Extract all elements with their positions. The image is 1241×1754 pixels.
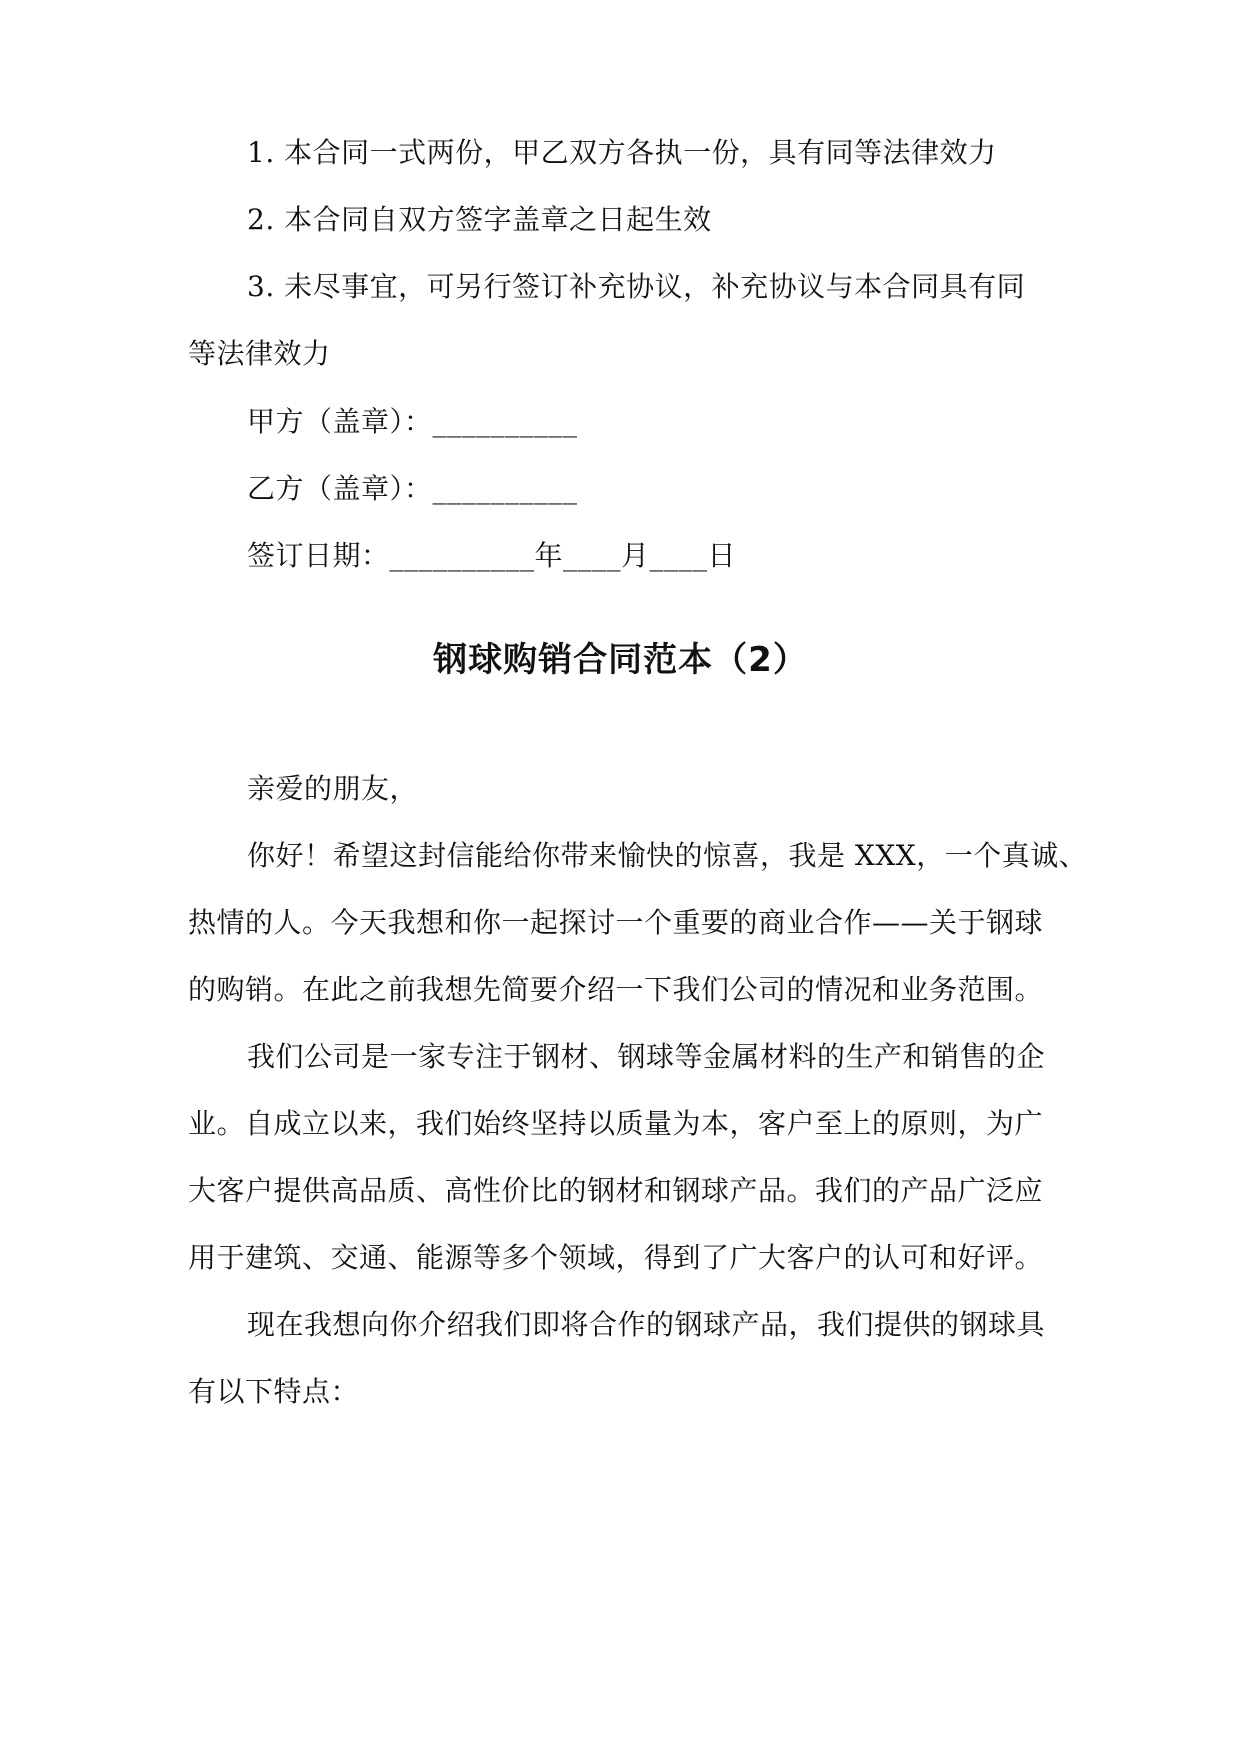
clause-3: 3. 未尽事宜，可另行签订补充协议，补充协议与本合同具有同 bbox=[247, 270, 1026, 303]
party-a-signature: 甲方（盖章）：__________ bbox=[247, 405, 578, 438]
letter-paragraph-3-line-2: 有以下特点： bbox=[188, 1375, 360, 1408]
section-title: 钢球购销合同范本（2） bbox=[433, 640, 808, 680]
letter-paragraph-2-line-1: 我们公司是一家专注于钢材、钢球等金属材料的生产和销售的企 bbox=[247, 1040, 1046, 1073]
clause-3-continued: 等法律效力 bbox=[188, 337, 331, 370]
letter-paragraph-1-line-2: 热情的人。今天我想和你一起探讨一个重要的商业合作——关于钢球 bbox=[188, 906, 1044, 939]
letter-paragraph-1-line-1: 你好！希望这封信能给你带来愉快的惊喜，我是 XXX，一个真诚、 bbox=[247, 839, 1088, 872]
letter-paragraph-2-line-4: 用于建筑、交通、能源等多个领域，得到了广大客户的认可和好评。 bbox=[188, 1241, 1044, 1274]
party-b-signature: 乙方（盖章）：__________ bbox=[247, 472, 578, 505]
clause-1: 1. 本合同一式两份，甲乙双方各执一份，具有同等法律效力 bbox=[247, 136, 997, 169]
letter-paragraph-2-line-3: 大客户提供高品质、高性价比的钢材和钢球产品。我们的产品广泛应 bbox=[188, 1174, 1044, 1207]
letter-greeting: 亲爱的朋友， bbox=[247, 772, 419, 805]
letter-paragraph-2-line-2: 业。自成立以来，我们始终坚持以质量为本，客户至上的原则，为广 bbox=[188, 1107, 1044, 1140]
clause-2: 2. 本合同自双方签字盖章之日起生效 bbox=[247, 203, 712, 236]
letter-paragraph-3-line-1: 现在我想向你介绍我们即将合作的钢球产品，我们提供的钢球具 bbox=[247, 1308, 1046, 1341]
signing-date: 签订日期：__________年____月____日 bbox=[247, 539, 737, 572]
letter-paragraph-1-line-3: 的购销。在此之前我想先简要介绍一下我们公司的情况和业务范围。 bbox=[188, 973, 1044, 1006]
